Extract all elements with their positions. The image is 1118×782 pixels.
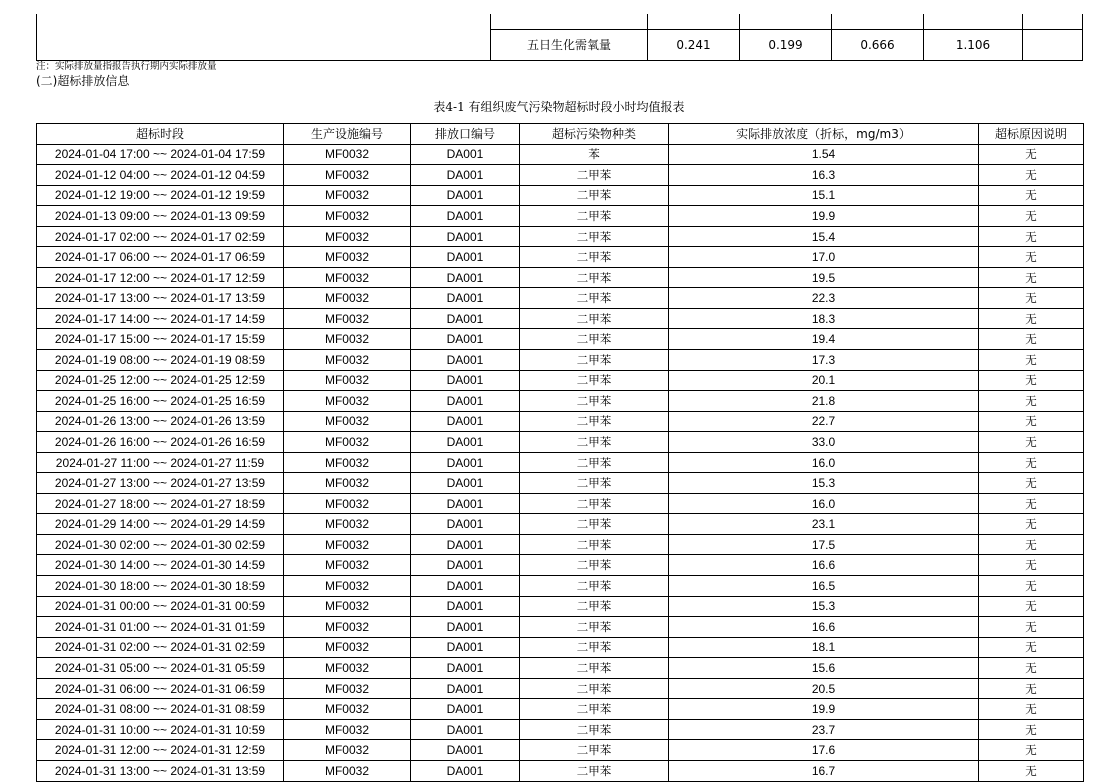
cell-pollutant: 二甲苯 [520, 493, 669, 514]
table-row [37, 678, 1084, 699]
header-facility-id: 生产设施编号 [284, 124, 411, 145]
table-border-right [1082, 14, 1083, 61]
cell-outlet-id: DA001 [411, 760, 520, 781]
table-border-left [36, 14, 37, 61]
cell-outlet-id: DA001 [411, 596, 520, 617]
cell-period: 2024-01-31 13:00 ~~ 2024-01-31 13:59 [37, 760, 284, 781]
cell-pollutant: 二甲苯 [520, 329, 669, 350]
cell-concentration: 23.1 [669, 514, 979, 535]
cell-reason: 无 [979, 247, 1084, 268]
cell-concentration: 16.7 [669, 760, 979, 781]
cell-concentration: 20.1 [669, 370, 979, 391]
cell-pollutant: 二甲苯 [520, 576, 669, 597]
cell-reason: 无 [979, 144, 1084, 165]
cell-concentration: 17.5 [669, 534, 979, 555]
table-row [37, 432, 1084, 453]
cell-concentration: 16.6 [669, 617, 979, 638]
cell-reason: 无 [979, 678, 1084, 699]
cell-concentration: 22.7 [669, 411, 979, 432]
cell-facility-id: MF0032 [284, 432, 411, 453]
cell-reason: 无 [979, 185, 1084, 206]
cell-concentration: 1.54 [669, 144, 979, 165]
header-pollutant-type: 超标污染物种类 [520, 124, 669, 145]
cell-facility-id: MF0032 [284, 185, 411, 206]
cell-facility-id: MF0032 [284, 144, 411, 165]
cell-facility-id: MF0032 [284, 617, 411, 638]
cell-reason: 无 [979, 391, 1084, 412]
cell-period: 2024-01-31 05:00 ~~ 2024-01-31 05:59 [37, 658, 284, 679]
cell-reason: 无 [979, 432, 1084, 453]
cell-period: 2024-01-19 08:00 ~~ 2024-01-19 08:59 [37, 350, 284, 371]
cell-pollutant: 二甲苯 [520, 288, 669, 309]
cell-period: 2024-01-13 09:00 ~~ 2024-01-13 09:59 [37, 206, 284, 227]
column-divider [1022, 14, 1023, 61]
cell-period: 2024-01-25 12:00 ~~ 2024-01-25 12:59 [37, 370, 284, 391]
cell-reason: 无 [979, 514, 1084, 535]
cell-pollutant: 二甲苯 [520, 432, 669, 453]
cell-pollutant: 二甲苯 [520, 473, 669, 494]
cell-outlet-id: DA001 [411, 432, 520, 453]
cell-pollutant: 二甲苯 [520, 617, 669, 638]
cell-concentration: 19.9 [669, 206, 979, 227]
cell-facility-id: MF0032 [284, 391, 411, 412]
cell-period: 2024-01-12 19:00 ~~ 2024-01-12 19:59 [37, 185, 284, 206]
header-period: 超标时段 [37, 124, 284, 145]
table-row [37, 555, 1084, 576]
cell-reason: 无 [979, 452, 1084, 473]
table-row [37, 452, 1084, 473]
cell-facility-id: MF0032 [284, 267, 411, 288]
cell-outlet-id: DA001 [411, 514, 520, 535]
cell-facility-id: MF0032 [284, 329, 411, 350]
cell-outlet-id: DA001 [411, 308, 520, 329]
emission-value: 0.666 [860, 38, 895, 52]
cell-pollutant: 二甲苯 [520, 411, 669, 432]
previous-emission-table [36, 0, 1083, 62]
cell-period: 2024-01-31 08:00 ~~ 2024-01-31 08:59 [37, 699, 284, 720]
cell-outlet-id: DA001 [411, 185, 520, 206]
cell-pollutant: 二甲苯 [520, 637, 669, 658]
cell-outlet-id: DA001 [411, 699, 520, 720]
table-row [37, 514, 1084, 535]
header-concentration: 实际排放浓度（折标，mg/m3） [669, 124, 979, 145]
emission-value: 1.106 [955, 38, 991, 52]
cell-reason: 无 [979, 267, 1084, 288]
cell-outlet-id: DA001 [411, 247, 520, 268]
cell-reason: 无 [979, 473, 1084, 494]
cell-pollutant: 二甲苯 [520, 596, 669, 617]
cell-reason: 无 [979, 699, 1084, 720]
cell-pollutant: 苯 [520, 144, 669, 165]
cell-concentration: 23.7 [669, 719, 979, 740]
cell-reason: 无 [979, 411, 1084, 432]
cell-facility-id: MF0032 [284, 576, 411, 597]
cell-period: 2024-01-17 15:00 ~~ 2024-01-17 15:59 [37, 329, 284, 350]
cell-facility-id: MF0032 [284, 288, 411, 309]
section-title: (二)超标排放信息 [36, 74, 130, 88]
cell-pollutant: 二甲苯 [520, 165, 669, 186]
cell-reason: 无 [979, 596, 1084, 617]
cell-concentration: 22.3 [669, 288, 979, 309]
emission-value: 0.241 [676, 38, 711, 52]
cell-period: 2024-01-29 14:00 ~~ 2024-01-29 14:59 [37, 514, 284, 535]
cell-outlet-id: DA001 [411, 226, 520, 247]
table-row [37, 740, 1084, 761]
cell-pollutant: 二甲苯 [520, 740, 669, 761]
cell-concentration: 15.4 [669, 226, 979, 247]
cell-pollutant: 二甲苯 [520, 391, 669, 412]
cell-facility-id: MF0032 [284, 165, 411, 186]
table-row [37, 576, 1084, 597]
pollutant-name: 五日生化需氧量 [526, 38, 611, 52]
cell-outlet-id: DA001 [411, 576, 520, 597]
cell-outlet-id: DA001 [411, 452, 520, 473]
cell-period: 2024-01-30 14:00 ~~ 2024-01-30 14:59 [37, 555, 284, 576]
cell-concentration: 15.6 [669, 658, 979, 679]
table-row [37, 658, 1084, 679]
cell-facility-id: MF0032 [284, 514, 411, 535]
cell-outlet-id: DA001 [411, 370, 520, 391]
table-caption: 表4-1 有组织废气污染物超标时段小时均值报表 [433, 100, 685, 114]
cell-facility-id: MF0032 [284, 370, 411, 391]
cell-outlet-id: DA001 [411, 391, 520, 412]
table-row [37, 144, 1084, 165]
cell-reason: 无 [979, 226, 1084, 247]
cell-reason: 无 [979, 740, 1084, 761]
table-row [37, 247, 1084, 268]
cell-period: 2024-01-17 02:00 ~~ 2024-01-17 02:59 [37, 226, 284, 247]
cell-facility-id: MF0032 [284, 350, 411, 371]
cell-pollutant: 二甲苯 [520, 185, 669, 206]
cell-pollutant: 二甲苯 [520, 452, 669, 473]
cell-pollutant: 二甲苯 [520, 719, 669, 740]
cell-reason: 无 [979, 370, 1084, 391]
cell-period: 2024-01-17 14:00 ~~ 2024-01-17 14:59 [37, 308, 284, 329]
table-row [37, 699, 1084, 720]
cell-reason: 无 [979, 350, 1084, 371]
cell-outlet-id: DA001 [411, 473, 520, 494]
cell-period: 2024-01-27 11:00 ~~ 2024-01-27 11:59 [37, 452, 284, 473]
cell-concentration: 19.4 [669, 329, 979, 350]
emission-value: 0.199 [768, 38, 803, 52]
cell-reason: 无 [979, 576, 1084, 597]
cell-reason: 无 [979, 165, 1084, 186]
cell-period: 2024-01-26 16:00 ~~ 2024-01-26 16:59 [37, 432, 284, 453]
cell-reason: 无 [979, 329, 1084, 350]
cell-facility-id: MF0032 [284, 740, 411, 761]
cell-reason: 无 [979, 617, 1084, 638]
cell-outlet-id: DA001 [411, 165, 520, 186]
cell-pollutant: 二甲苯 [520, 370, 669, 391]
cell-period: 2024-01-31 02:00 ~~ 2024-01-31 02:59 [37, 637, 284, 658]
cell-facility-id: MF0032 [284, 637, 411, 658]
cell-pollutant: 二甲苯 [520, 658, 669, 679]
cell-period: 2024-01-25 16:00 ~~ 2024-01-25 16:59 [37, 391, 284, 412]
cell-pollutant: 二甲苯 [520, 308, 669, 329]
table-row [37, 411, 1084, 432]
cell-reason: 无 [979, 555, 1084, 576]
cell-pollutant: 二甲苯 [520, 350, 669, 371]
cell-period: 2024-01-31 01:00 ~~ 2024-01-31 01:59 [37, 617, 284, 638]
table-row [37, 534, 1084, 555]
cell-outlet-id: DA001 [411, 144, 520, 165]
cell-concentration: 19.5 [669, 267, 979, 288]
table-row [37, 308, 1084, 329]
table-row [37, 288, 1084, 309]
cell-facility-id: MF0032 [284, 411, 411, 432]
cell-concentration: 15.1 [669, 185, 979, 206]
cell-facility-id: MF0032 [284, 308, 411, 329]
cell-period: 2024-01-31 12:00 ~~ 2024-01-31 12:59 [37, 740, 284, 761]
cell-reason: 无 [979, 637, 1084, 658]
cell-pollutant: 二甲苯 [520, 247, 669, 268]
cell-period: 2024-01-31 06:00 ~~ 2024-01-31 06:59 [37, 678, 284, 699]
table-row [37, 206, 1084, 227]
cell-period: 2024-01-27 18:00 ~~ 2024-01-27 18:59 [37, 493, 284, 514]
cell-facility-id: MF0032 [284, 247, 411, 268]
cell-period: 2024-01-17 06:00 ~~ 2024-01-17 06:59 [37, 247, 284, 268]
cell-outlet-id: DA001 [411, 555, 520, 576]
cell-pollutant: 二甲苯 [520, 678, 669, 699]
cell-facility-id: MF0032 [284, 493, 411, 514]
cell-concentration: 17.6 [669, 740, 979, 761]
cell-concentration: 19.9 [669, 699, 979, 720]
cell-period: 2024-01-31 00:00 ~~ 2024-01-31 00:59 [37, 596, 284, 617]
table-row [37, 473, 1084, 494]
cell-facility-id: MF0032 [284, 226, 411, 247]
cell-outlet-id: DA001 [411, 658, 520, 679]
exceedance-table [36, 123, 1084, 782]
table-row [37, 350, 1084, 371]
cell-period: 2024-01-30 02:00 ~~ 2024-01-30 02:59 [37, 534, 284, 555]
cell-concentration: 16.0 [669, 452, 979, 473]
cell-reason: 无 [979, 308, 1084, 329]
cell-reason: 无 [979, 534, 1084, 555]
cell-pollutant: 二甲苯 [520, 534, 669, 555]
cell-pollutant: 二甲苯 [520, 514, 669, 535]
cell-period: 2024-01-17 12:00 ~~ 2024-01-17 12:59 [37, 267, 284, 288]
table-row [37, 267, 1084, 288]
table-row [37, 719, 1084, 740]
cell-outlet-id: DA001 [411, 493, 520, 514]
cell-concentration: 20.5 [669, 678, 979, 699]
footnote: 注：实际排放量指报告执行期内实际排放量 [36, 61, 217, 72]
table-row [37, 760, 1084, 781]
table-row [37, 617, 1084, 638]
cell-facility-id: MF0032 [284, 678, 411, 699]
cell-pollutant: 二甲苯 [520, 226, 669, 247]
cell-period: 2024-01-31 10:00 ~~ 2024-01-31 10:59 [37, 719, 284, 740]
table-row [37, 185, 1084, 206]
cell-outlet-id: DA001 [411, 329, 520, 350]
cell-outlet-id: DA001 [411, 267, 520, 288]
cell-reason: 无 [979, 658, 1084, 679]
cell-concentration: 18.1 [669, 637, 979, 658]
cell-outlet-id: DA001 [411, 534, 520, 555]
cell-outlet-id: DA001 [411, 740, 520, 761]
cell-facility-id: MF0032 [284, 206, 411, 227]
cell-pollutant: 二甲苯 [520, 267, 669, 288]
table-row [37, 493, 1084, 514]
cell-reason: 无 [979, 493, 1084, 514]
cell-outlet-id: DA001 [411, 350, 520, 371]
cell-pollutant: 二甲苯 [520, 555, 669, 576]
cell-facility-id: MF0032 [284, 760, 411, 781]
cell-concentration: 15.3 [669, 473, 979, 494]
cell-pollutant: 二甲苯 [520, 699, 669, 720]
cell-facility-id: MF0032 [284, 452, 411, 473]
cell-pollutant: 二甲苯 [520, 206, 669, 227]
cell-concentration: 17.0 [669, 247, 979, 268]
cell-concentration: 17.3 [669, 350, 979, 371]
cell-facility-id: MF0032 [284, 658, 411, 679]
cell-period: 2024-01-17 13:00 ~~ 2024-01-17 13:59 [37, 288, 284, 309]
cell-concentration: 15.3 [669, 596, 979, 617]
cell-outlet-id: DA001 [411, 206, 520, 227]
cell-period: 2024-01-30 18:00 ~~ 2024-01-30 18:59 [37, 576, 284, 597]
table-row [37, 226, 1084, 247]
cell-facility-id: MF0032 [284, 555, 411, 576]
cell-period: 2024-01-04 17:00 ~~ 2024-01-04 17:59 [37, 144, 284, 165]
table-header-row [37, 124, 1084, 145]
table-row [37, 391, 1084, 412]
cell-period: 2024-01-26 13:00 ~~ 2024-01-26 13:59 [37, 411, 284, 432]
cell-concentration: 16.6 [669, 555, 979, 576]
cell-reason: 无 [979, 288, 1084, 309]
cell-outlet-id: DA001 [411, 288, 520, 309]
cell-concentration: 16.3 [669, 165, 979, 186]
table-row [37, 165, 1084, 186]
cell-period: 2024-01-12 04:00 ~~ 2024-01-12 04:59 [37, 165, 284, 186]
table-row [37, 329, 1084, 350]
table-row [37, 370, 1084, 391]
cell-reason: 无 [979, 719, 1084, 740]
cell-reason: 无 [979, 760, 1084, 781]
cell-facility-id: MF0032 [284, 473, 411, 494]
cell-outlet-id: DA001 [411, 617, 520, 638]
cell-concentration: 18.3 [669, 308, 979, 329]
cell-pollutant: 二甲苯 [520, 760, 669, 781]
cell-reason: 无 [979, 206, 1084, 227]
header-outlet-id: 排放口编号 [411, 124, 520, 145]
cell-concentration: 33.0 [669, 432, 979, 453]
cell-outlet-id: DA001 [411, 719, 520, 740]
cell-outlet-id: DA001 [411, 411, 520, 432]
table-row [37, 596, 1084, 617]
cell-concentration: 21.8 [669, 391, 979, 412]
cell-facility-id: MF0032 [284, 699, 411, 720]
cell-period: 2024-01-27 13:00 ~~ 2024-01-27 13:59 [37, 473, 284, 494]
table-row [37, 637, 1084, 658]
cell-facility-id: MF0032 [284, 596, 411, 617]
cell-concentration: 16.5 [669, 576, 979, 597]
cell-outlet-id: DA001 [411, 678, 520, 699]
header-reason: 超标原因说明 [979, 124, 1084, 145]
cell-outlet-id: DA001 [411, 637, 520, 658]
cell-facility-id: MF0032 [284, 719, 411, 740]
cell-concentration: 16.0 [669, 493, 979, 514]
cell-facility-id: MF0032 [284, 534, 411, 555]
